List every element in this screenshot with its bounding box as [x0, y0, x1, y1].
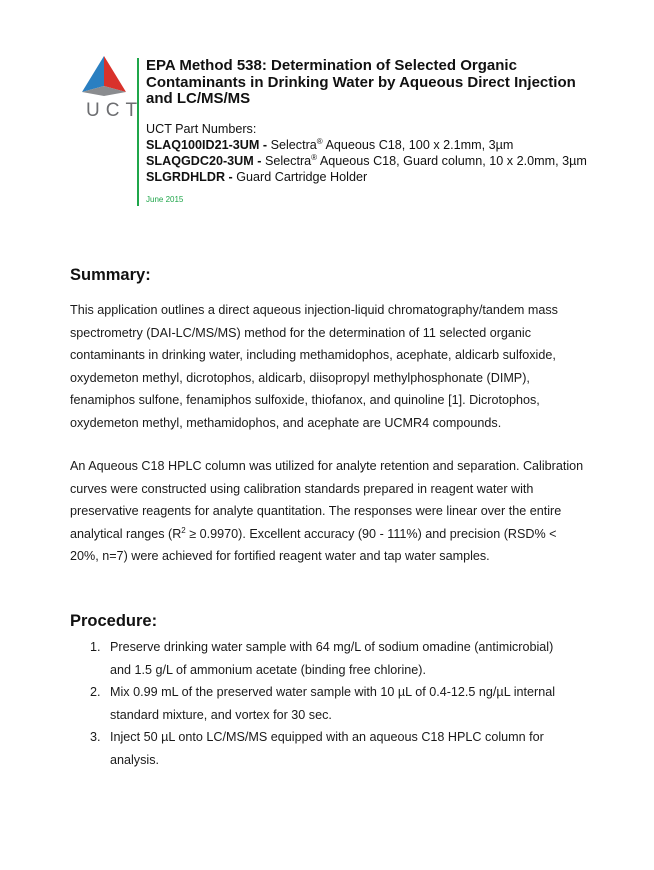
part-numbers-label: UCT Part Numbers:: [146, 121, 257, 136]
step-text: Mix 0.99 mL of the preserved water sample with 10 µL of 0.4-12.5 ng/µL internal standard mixture, and vortex for 30 sec.: [110, 685, 556, 722]
procedure-heading: Procedure:: [70, 612, 158, 630]
procedure-step: [90, 636, 560, 681]
para-text: An Aqueous C18 HPLC column was utilized for analyte retention and separation. Calibration curves were constructed using calibration standards prepared in reagent water with preservative reagents for analyte quantitation. The responses were linear over the entire analytical ranges (R: [70, 459, 584, 541]
part-line: [146, 137, 606, 153]
part-code: SLAQ100ID21-3UM -: [146, 137, 268, 152]
part-code: SLAQGDC20-3UM -: [146, 153, 262, 168]
part-desc: Aqueous C18, 100 x 2.1mm, 3µm: [322, 137, 514, 152]
procedure-step: [90, 681, 560, 726]
logo-text: UCT: [86, 100, 144, 121]
part-numbers: [146, 121, 606, 185]
part-desc: Selectra: [261, 153, 312, 168]
registered-mark: ®: [316, 136, 323, 146]
step-text: Preserve drinking water sample with 64 mg/L of sodium omadine (antimicrobial) and 1.5 g/L of ammonium acetate (binding free chlorine).: [110, 640, 554, 677]
uct-logo: [80, 56, 144, 121]
step-number: 2.: [90, 685, 101, 699]
part-line: [146, 153, 606, 169]
procedure-step: [90, 726, 560, 771]
part-desc: Selectra: [267, 137, 317, 152]
summary-paragraph-1: This application outlines a direct aqueous injection-liquid chromatography/tandem mass spectrometry (DAI-LC/MS/MS) method for the determination of 11 selected organic contaminants in drinking water, including methamidophos, acephate, aldicarb sulfoxide, oxydemeton methyl, dicrotophos, aldicarb, diisopropyl methylphosphonate (DIMP), fenamiphos sulfone, fenamiphos sulfoxide, thiofanox, and quinoline [1]. Dicrotophos, oxydemeton methyl, methamidophos, and acephate are UCMR4 compounds.: [70, 303, 558, 430]
procedure-steps: [90, 636, 560, 771]
document-header: [137, 58, 606, 206]
summary-heading: Summary:: [70, 266, 151, 284]
publication-date: June 2015: [146, 194, 184, 204]
part-desc: Aqueous C18, Guard column, 10 x 2.0mm, 3µm: [317, 153, 587, 168]
step-number: 3.: [90, 730, 101, 744]
document-title: EPA Method 538: Determination of Selected Organic Contaminants in Drinking Water by Aqueous Direct Injection and LC/MS/MS: [146, 57, 576, 107]
part-line: [146, 169, 606, 185]
summary-paragraph-2: [70, 455, 585, 568]
part-code: SLGRDHLDR -: [146, 169, 233, 184]
step-number: 1.: [90, 640, 101, 654]
step-text: Inject 50 µL onto LC/MS/MS equipped with an aqueous C18 HPLC column for analysis.: [110, 730, 544, 767]
part-desc: Guard Cartridge Holder: [232, 169, 368, 184]
para-text: ≥ 0.9970). Excellent accuracy (90 - 111%) and precision (RSD% < 20%, n=7) were achieved for fortified reagent water and tap water samples.: [70, 526, 557, 563]
superscript: 2: [181, 525, 186, 535]
uct-logo-mark-icon: [80, 56, 128, 96]
registered-mark: ®: [311, 152, 318, 162]
